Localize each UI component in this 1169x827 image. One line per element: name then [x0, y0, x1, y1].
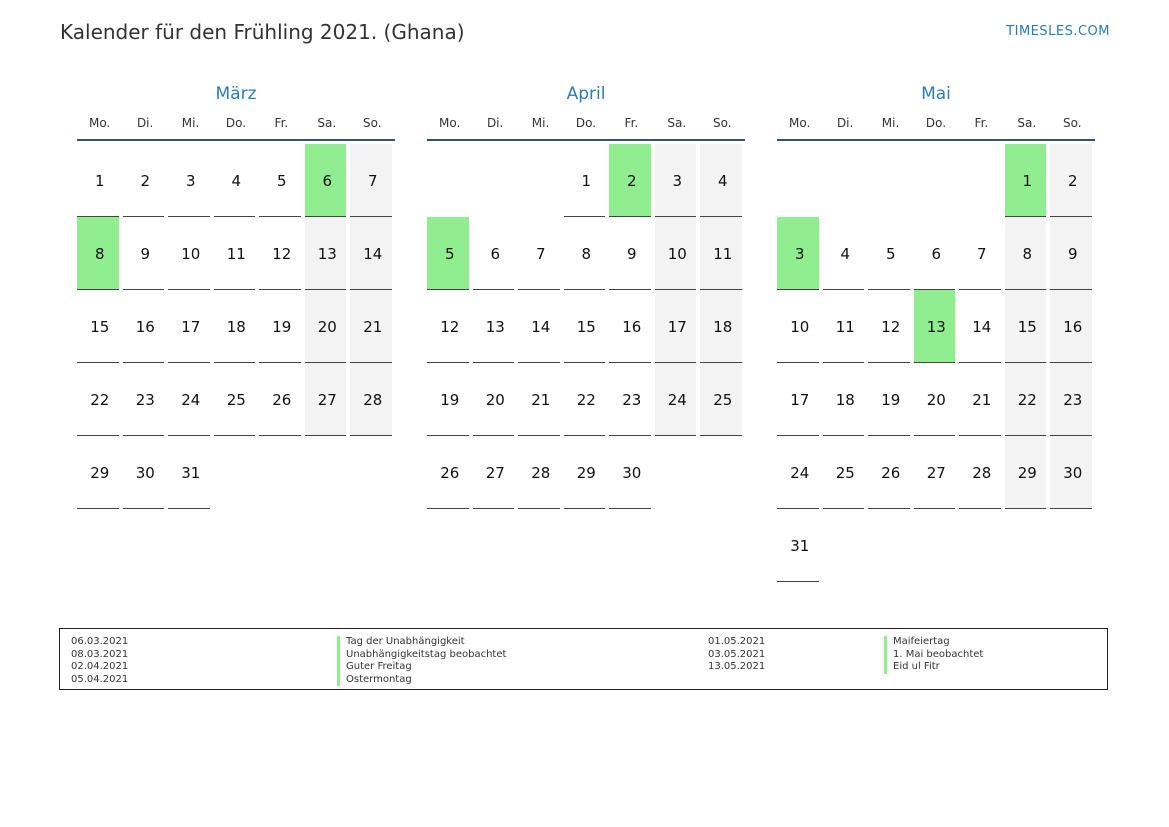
day-cell[interactable]: [609, 436, 655, 509]
day-number: 19: [272, 317, 292, 336]
day-number: 20: [317, 317, 337, 336]
legend-holiday-name: Eid ul Fitr: [884, 661, 983, 674]
day-number: 18: [713, 317, 733, 336]
day-cell[interactable]: [305, 290, 351, 363]
day-number: 24: [667, 390, 687, 409]
empty-cell: [473, 144, 519, 217]
weekday-label: Fr.: [624, 116, 639, 130]
weekday-header: [77, 115, 395, 141]
day-cell[interactable]: [123, 290, 169, 363]
day-number: 7: [976, 244, 987, 263]
legend-holiday-date: 03.05.2021: [708, 648, 766, 660]
day-cell[interactable]: [214, 290, 260, 363]
day-number: 4: [840, 244, 851, 263]
day-number: 16: [1063, 317, 1083, 336]
day-cell[interactable]: [123, 363, 169, 436]
day-cell[interactable]: [77, 144, 123, 217]
legend-holiday-date: 01.05.2021: [708, 636, 766, 647]
weekday-label: Mi.: [531, 116, 550, 130]
day-number: 24: [181, 390, 201, 409]
day-cell[interactable]: [1005, 363, 1051, 436]
day-cell[interactable]: [1005, 217, 1051, 290]
day-cell[interactable]: [655, 363, 701, 436]
day-number: 8: [1022, 244, 1033, 263]
legend-holiday-date: 08.03.2021: [71, 648, 129, 660]
holiday-day-cell[interactable]: [77, 217, 123, 290]
day-cell[interactable]: [305, 217, 351, 290]
day-grid: [777, 144, 1095, 582]
day-cell[interactable]: [473, 436, 519, 509]
legend-names-left: [337, 636, 506, 686]
day-number: 15: [1017, 317, 1037, 336]
day-cell[interactable]: [777, 363, 823, 436]
day-cell[interactable]: [959, 290, 1005, 363]
day-cell[interactable]: [655, 144, 701, 217]
day-number: 12: [440, 317, 460, 336]
day-cell[interactable]: [168, 144, 214, 217]
day-number: 23: [1063, 390, 1083, 409]
day-cell[interactable]: [518, 217, 564, 290]
day-number: 22: [90, 390, 110, 409]
weekday-label: Fr.: [974, 116, 989, 130]
day-number: 21: [363, 317, 383, 336]
day-number: 23: [135, 390, 155, 409]
legend-holiday-date: 05.04.2021: [71, 673, 129, 685]
weekday-label: Mo.: [789, 116, 811, 130]
day-cell[interactable]: [350, 144, 396, 217]
day-cell[interactable]: [823, 217, 869, 290]
day-number: 27: [926, 463, 946, 482]
day-number: 25: [835, 463, 855, 482]
day-number: 13: [317, 244, 337, 263]
day-number: 18: [835, 390, 855, 409]
day-cell[interactable]: [77, 363, 123, 436]
month-march: [77, 82, 395, 509]
holiday-day-cell[interactable]: [914, 290, 960, 363]
day-cell[interactable]: [1005, 290, 1051, 363]
day-number: 16: [622, 317, 642, 336]
weekday-label: Mo.: [89, 116, 111, 130]
day-number: 28: [972, 463, 992, 482]
weekday-label: Mi.: [881, 116, 900, 130]
day-number: 5: [444, 244, 455, 263]
legend-holiday-name: Ostermontag: [337, 674, 506, 687]
day-number: 3: [794, 244, 805, 263]
day-number: 6: [490, 244, 501, 263]
day-number: 17: [790, 390, 810, 409]
day-cell[interactable]: [823, 363, 869, 436]
day-cell[interactable]: [427, 436, 473, 509]
day-number: 15: [576, 317, 596, 336]
day-number: 12: [881, 317, 901, 336]
month-title: März: [215, 84, 257, 104]
weekday-label: So.: [362, 116, 382, 130]
day-cell[interactable]: [655, 290, 701, 363]
day-cell[interactable]: [777, 509, 823, 582]
day-number: 7: [367, 171, 378, 190]
empty-cell: [868, 144, 914, 217]
month-title: April: [566, 84, 606, 104]
day-number: 3: [185, 171, 196, 190]
day-number: 3: [672, 171, 683, 190]
day-cell[interactable]: [700, 217, 746, 290]
day-number: 24: [790, 463, 810, 482]
day-number: 6: [931, 244, 942, 263]
legend-holiday-name: Maifeiertag: [884, 636, 983, 649]
day-number: 17: [181, 317, 201, 336]
day-number: 16: [135, 317, 155, 336]
day-cell[interactable]: [259, 290, 305, 363]
weekday-label: Do.: [925, 116, 947, 130]
day-cell[interactable]: [777, 436, 823, 509]
day-number: 5: [885, 244, 896, 263]
day-cell[interactable]: [168, 290, 214, 363]
day-cell[interactable]: [259, 217, 305, 290]
day-cell[interactable]: [214, 217, 260, 290]
day-number: 21: [972, 390, 992, 409]
day-number: 11: [226, 244, 246, 263]
day-number: 28: [363, 390, 383, 409]
day-cell[interactable]: [1050, 363, 1096, 436]
day-cell[interactable]: [350, 217, 396, 290]
day-number: 21: [531, 390, 551, 409]
day-number: 30: [1063, 463, 1083, 482]
day-number: 20: [926, 390, 946, 409]
day-number: 1: [94, 171, 105, 190]
day-number: 29: [90, 463, 110, 482]
day-cell[interactable]: [214, 144, 260, 217]
day-number: 25: [226, 390, 246, 409]
weekday-label: Sa.: [317, 116, 337, 130]
day-number: 18: [226, 317, 246, 336]
day-number: 13: [485, 317, 505, 336]
day-cell[interactable]: [868, 363, 914, 436]
weekday-label: So.: [1062, 116, 1082, 130]
day-number: 22: [576, 390, 596, 409]
weekday-header: [777, 115, 1095, 141]
day-number: 2: [1067, 171, 1078, 190]
day-cell[interactable]: [473, 290, 519, 363]
day-number: 14: [363, 244, 383, 263]
day-number: 2: [626, 171, 637, 190]
weekday-label: Di.: [136, 116, 154, 130]
day-cell[interactable]: [518, 290, 564, 363]
weekday-label: Mi.: [181, 116, 200, 130]
day-number: 2: [140, 171, 151, 190]
legend-dates-right: [708, 636, 765, 674]
day-cell[interactable]: [564, 436, 610, 509]
day-cell[interactable]: [427, 290, 473, 363]
day-cell[interactable]: [868, 217, 914, 290]
day-cell[interactable]: [1050, 436, 1096, 509]
day-number: 11: [835, 317, 855, 336]
day-cell[interactable]: [123, 217, 169, 290]
day-cell[interactable]: [214, 363, 260, 436]
day-number: 6: [322, 171, 333, 190]
weekday-label: Sa.: [667, 116, 687, 130]
weekday-label: Sa.: [1017, 116, 1037, 130]
day-number: 30: [135, 463, 155, 482]
day-cell[interactable]: [427, 363, 473, 436]
day-cell[interactable]: [609, 217, 655, 290]
legend-holiday-name: Tag der Unabhängigkeit: [337, 636, 506, 649]
day-cell[interactable]: [259, 144, 305, 217]
legend-holiday-name: Unabhängigkeitstag beobachtet: [337, 649, 506, 662]
day-cell[interactable]: [959, 363, 1005, 436]
brand-link[interactable]: TIMESLES.COM: [1006, 24, 1110, 39]
day-number: 31: [790, 536, 810, 555]
day-cell[interactable]: [564, 363, 610, 436]
day-cell[interactable]: [123, 144, 169, 217]
day-cell[interactable]: [868, 436, 914, 509]
month-april: [427, 82, 745, 509]
legend-holiday-name: Guter Freitag: [337, 661, 506, 674]
day-number: 14: [531, 317, 551, 336]
day-number: 27: [317, 390, 337, 409]
day-number: 4: [717, 171, 728, 190]
day-number: 8: [581, 244, 592, 263]
day-number: 8: [94, 244, 105, 263]
empty-cell: [959, 144, 1005, 217]
day-cell[interactable]: [1050, 290, 1096, 363]
day-cell[interactable]: [564, 144, 610, 217]
day-cell[interactable]: [350, 290, 396, 363]
day-cell[interactable]: [564, 217, 610, 290]
legend-holiday-date: 02.04.2021: [71, 661, 129, 672]
holiday-day-cell[interactable]: [1005, 144, 1051, 217]
day-cell[interactable]: [305, 363, 351, 436]
day-number: 9: [140, 244, 151, 263]
day-cell[interactable]: [823, 290, 869, 363]
day-cell[interactable]: [259, 363, 305, 436]
day-cell[interactable]: [77, 436, 123, 509]
day-number: 10: [181, 244, 201, 263]
day-cell[interactable]: [168, 436, 214, 509]
day-cell[interactable]: [77, 290, 123, 363]
day-number: 12: [272, 244, 292, 263]
day-number: 29: [576, 463, 596, 482]
day-cell[interactable]: [473, 217, 519, 290]
day-cell[interactable]: [700, 290, 746, 363]
day-cell[interactable]: [609, 290, 655, 363]
weekday-label: Fr.: [274, 116, 289, 130]
day-number: 14: [972, 317, 992, 336]
day-cell[interactable]: [518, 436, 564, 509]
day-cell[interactable]: [914, 436, 960, 509]
day-number: 10: [790, 317, 810, 336]
day-cell[interactable]: [823, 436, 869, 509]
day-number: 26: [440, 463, 460, 482]
empty-cell: [427, 144, 473, 217]
empty-cell: [777, 144, 823, 217]
day-cell[interactable]: [168, 363, 214, 436]
day-number: 15: [90, 317, 110, 336]
empty-cell: [823, 144, 869, 217]
day-cell[interactable]: [1005, 436, 1051, 509]
day-number: 9: [626, 244, 637, 263]
day-number: 1: [581, 171, 592, 190]
page-title: Kalender für den Frühling 2021. (Ghana): [60, 20, 465, 44]
day-number: 13: [926, 317, 946, 336]
day-number: 26: [272, 390, 292, 409]
day-number: 17: [667, 317, 687, 336]
day-number: 1: [1022, 171, 1033, 190]
legend-holiday-date: 13.05.2021: [708, 661, 766, 672]
day-cell[interactable]: [473, 363, 519, 436]
day-cell[interactable]: [1050, 144, 1096, 217]
legend-holiday-date: 06.03.2021: [71, 636, 129, 647]
day-cell[interactable]: [914, 363, 960, 436]
day-number: 4: [231, 171, 242, 190]
day-cell[interactable]: [914, 217, 960, 290]
legend-holiday-name: 1. Mai beobachtet: [884, 649, 983, 662]
day-number: 29: [1017, 463, 1037, 482]
empty-cell: [518, 144, 564, 217]
holiday-day-cell[interactable]: [305, 144, 351, 217]
day-number: 20: [485, 390, 505, 409]
holiday-day-cell[interactable]: [609, 144, 655, 217]
day-cell[interactable]: [350, 363, 396, 436]
day-cell[interactable]: [123, 436, 169, 509]
weekday-label: Di.: [836, 116, 854, 130]
weekday-label: Do.: [225, 116, 247, 130]
day-number: 28: [531, 463, 551, 482]
day-cell[interactable]: [518, 363, 564, 436]
empty-cell: [914, 144, 960, 217]
day-cell[interactable]: [564, 290, 610, 363]
legend-names-right: [884, 636, 983, 674]
day-number: 7: [535, 244, 546, 263]
weekday-label: Mo.: [439, 116, 461, 130]
day-cell[interactable]: [609, 363, 655, 436]
day-cell[interactable]: [168, 217, 214, 290]
day-grid: [427, 144, 745, 509]
day-number: 10: [667, 244, 687, 263]
day-grid: [77, 144, 395, 509]
legend-dates-left: [71, 636, 128, 686]
weekday-label: Do.: [575, 116, 597, 130]
day-number: 11: [713, 244, 733, 263]
month-may: [777, 82, 1095, 582]
weekday-label: So.: [712, 116, 732, 130]
weekday-header: [427, 115, 745, 141]
holiday-legend: [59, 628, 1108, 690]
day-number: 27: [485, 463, 505, 482]
day-number: 19: [440, 390, 460, 409]
day-cell[interactable]: [655, 217, 701, 290]
day-cell[interactable]: [700, 363, 746, 436]
holiday-day-cell[interactable]: [777, 217, 823, 290]
day-cell[interactable]: [1050, 217, 1096, 290]
day-cell[interactable]: [868, 290, 914, 363]
day-cell[interactable]: [959, 217, 1005, 290]
day-number: 5: [276, 171, 287, 190]
day-cell[interactable]: [700, 144, 746, 217]
day-number: 31: [181, 463, 201, 482]
day-cell[interactable]: [959, 436, 1005, 509]
day-number: 25: [713, 390, 733, 409]
day-cell[interactable]: [777, 290, 823, 363]
day-number: 19: [881, 390, 901, 409]
day-number: 26: [881, 463, 901, 482]
day-number: 9: [1067, 244, 1078, 263]
day-number: 22: [1017, 390, 1037, 409]
weekday-label: Di.: [486, 116, 504, 130]
day-number: 23: [622, 390, 642, 409]
month-title: Mai: [921, 84, 951, 104]
holiday-day-cell[interactable]: [427, 217, 473, 290]
day-number: 30: [622, 463, 642, 482]
